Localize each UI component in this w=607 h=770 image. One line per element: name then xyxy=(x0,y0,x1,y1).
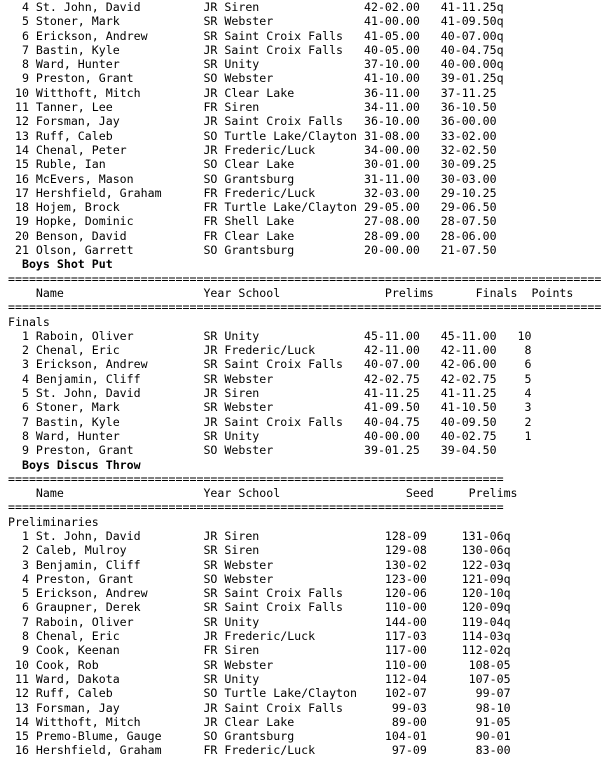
result-row: 5 Stoner, Mark SR Webster 41-00.00 41-09.50q xyxy=(8,14,504,29)
result-row: 6 Graupner, Derek SR Saint Croix Falls 110-00 120-09q xyxy=(8,600,511,615)
result-row: 1 St. John, David JR Siren 128-09 131-06q xyxy=(8,528,511,543)
round-label: Finals xyxy=(8,314,50,329)
result-row: 8 Ward, Hunter SR Unity 37-10.00 40-00.00q xyxy=(8,57,504,72)
result-row: 2 Chenal, Eric JR Frederic/Luck 42-11.00 42-11.00 8 xyxy=(8,343,532,358)
result-row: 15 Premo-Blume, Gauge SO Grantsburg 104-01 90-01 xyxy=(8,729,511,744)
result-row: 4 Preston, Grant SO Webster 123-00 121-09q xyxy=(8,571,511,586)
result-row: 13 Ruff, Caleb SO Turtle Lake/Clayton 31-08.00 33-02.00 xyxy=(8,128,497,143)
result-row: 12 Ruff, Caleb SO Turtle Lake/Clayton 102-07 99-07 xyxy=(8,686,511,701)
result-row: 7 Bastin, Kyle JR Saint Croix Falls 40-04.75 40-09.50 2 xyxy=(8,414,532,429)
event-title: Boys Shot Put xyxy=(8,257,113,272)
result-row: 7 Raboin, Oliver SR Unity 144-00 119-04q xyxy=(8,614,511,629)
result-row: 2 Caleb, Mulroy SR Siren 129-08 130-06q xyxy=(8,543,511,558)
results-document xyxy=(8,0,601,758)
result-row: 9 Preston, Grant SO Webster 41-10.00 39-01.25q xyxy=(8,71,504,86)
column-header-row: Name Year School Seed Prelims xyxy=(8,486,518,501)
result-row: 14 Chenal, Peter JR Frederic/Luck 34-00.00 32-02.50 xyxy=(8,142,497,157)
result-row: 3 Benjamin, Cliff SR Webster 130-02 122-03q xyxy=(8,557,511,572)
result-row: 14 Witthoft, Mitch JR Clear Lake 89-00 91-05 xyxy=(8,714,511,729)
result-row: 19 Hopke, Dominic FR Shell Lake 27-08.00 28-07.50 xyxy=(8,214,497,229)
result-row: 7 Bastin, Kyle JR Saint Croix Falls 40-05.00 40-04.75q xyxy=(8,42,504,57)
result-row: 6 Stoner, Mark SR Webster 41-09.50 41-10.50 3 xyxy=(8,400,532,415)
column-header-row: Name Year School Prelims Finals Points xyxy=(8,285,574,300)
result-row: 16 Hershfield, Graham FR Frederic/Luck 97-09 83-00 xyxy=(8,743,511,758)
result-row: 3 Erickson, Andrew SR Saint Croix Falls 40-07.00 42-06.00 6 xyxy=(8,357,532,372)
result-row: 16 McEvers, Mason SO Grantsburg 31-11.00 30-03.00 xyxy=(8,171,497,186)
result-row: 9 Preston, Grant SO Webster 39-01.25 39-04.50 xyxy=(8,443,497,458)
result-row: 5 Erickson, Andrew SR Saint Croix Falls 120-06 120-10q xyxy=(8,586,511,601)
separator-line: ===================================================================================== xyxy=(8,271,602,286)
result-row: 9 Cook, Keenan FR Siren 117-00 112-02q xyxy=(8,643,511,658)
result-row: 12 Forsman, Jay JR Saint Croix Falls 36-10.00 36-00.00 xyxy=(8,114,497,129)
result-row: 5 St. John, David JR Siren 41-11.25 41-11.25 4 xyxy=(8,386,532,401)
result-row: 11 Ward, Dakota SR Unity 112-04 107-05 xyxy=(8,671,511,686)
result-row: 15 Ruble, Ian SO Clear Lake 30-01.00 30-09.25 xyxy=(8,157,497,172)
result-row: 20 Benson, David FR Clear Lake 28-09.00 28-06.00 xyxy=(8,228,497,243)
result-row: 21 Olson, Garrett SO Grantsburg 20-00.00 21-07.50 xyxy=(8,243,497,258)
result-row: 4 Benjamin, Cliff SR Webster 42-02.75 42-02.75 5 xyxy=(8,371,532,386)
result-row: 18 Hojem, Brock FR Turtle Lake/Clayton 29-05.00 29-06.50 xyxy=(8,200,497,215)
separator-line: ======================================================================= xyxy=(8,471,504,486)
result-row: 10 Cook, Rob SR Webster 110-00 108-05 xyxy=(8,657,511,672)
result-row: 1 Raboin, Oliver SR Unity 45-11.00 45-11.00 10 xyxy=(8,328,532,343)
separator-line: ======================================================================= xyxy=(8,500,504,515)
result-row: 8 Chenal, Eric JR Frederic/Luck 117-03 114-03q xyxy=(8,629,511,644)
separator-line: ===================================================================================== xyxy=(8,300,602,315)
result-row: 13 Forsman, Jay JR Saint Croix Falls 99-03 98-10 xyxy=(8,700,511,715)
result-row: 11 Tanner, Lee FR Siren 34-11.00 36-10.50 xyxy=(8,100,497,115)
result-row: 8 Ward, Hunter SR Unity 40-00.00 40-02.75 1 xyxy=(8,428,532,443)
result-row: 10 Witthoft, Mitch JR Clear Lake 36-11.00 37-11.25 xyxy=(8,85,497,100)
result-row: 6 Erickson, Andrew SR Saint Croix Falls 41-05.00 40-07.00q xyxy=(8,28,504,43)
result-row: 17 Hershfield, Graham FR Frederic/Luck 32-03.00 29-10.25 xyxy=(8,185,497,200)
round-label: Preliminaries xyxy=(8,514,99,529)
event-title: Boys Discus Throw xyxy=(8,457,141,472)
result-row: 4 St. John, David JR Siren 42-02.00 41-11.25q xyxy=(8,0,504,14)
